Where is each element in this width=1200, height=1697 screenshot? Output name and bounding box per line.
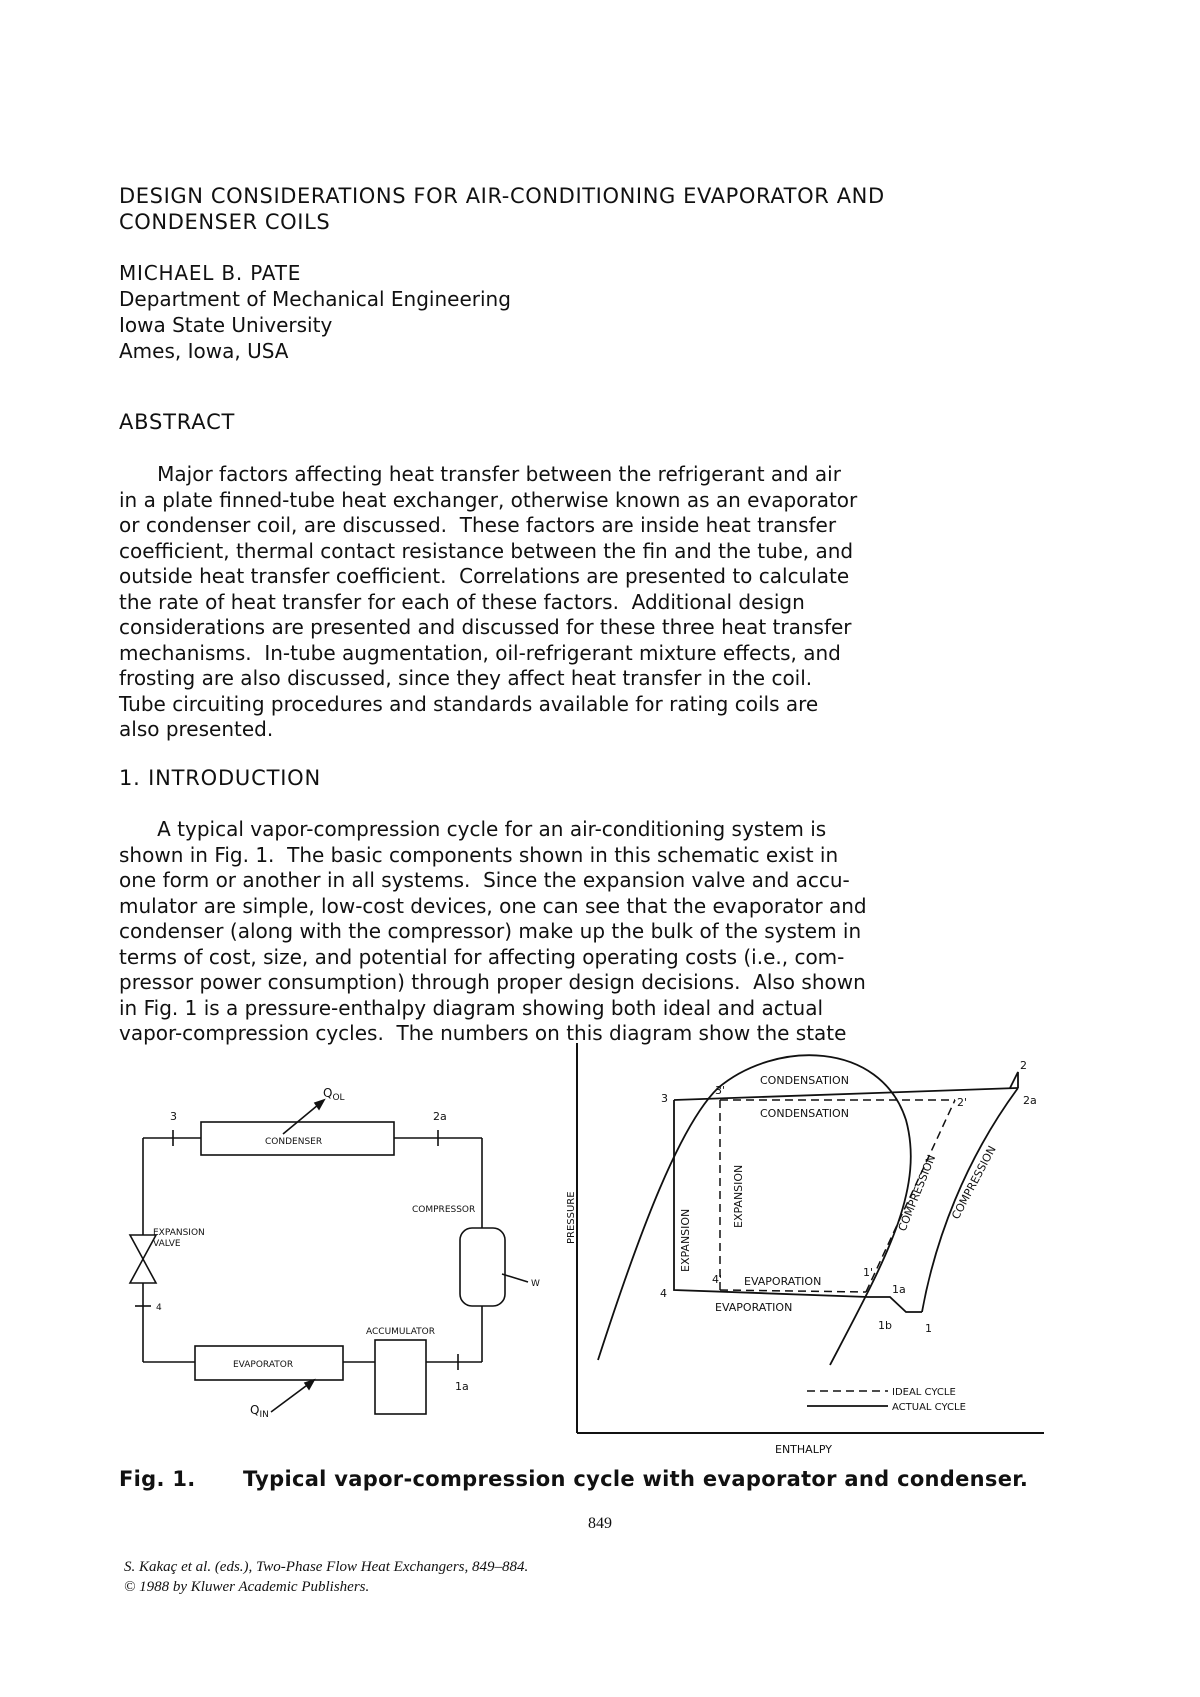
schematic-point-3: 3 (170, 1110, 177, 1123)
accumulator-label: ACCUMULATOR (366, 1327, 436, 1337)
introduction-heading: 1. INTRODUCTION (119, 766, 322, 790)
page-number: 849 (588, 1515, 612, 1532)
abstract-line: considerations are presented and discussed for these three heat transfer (119, 615, 852, 639)
figure-caption-text: Typical vapor-compression cycle with evaporator and condenser. (243, 1467, 1029, 1491)
point-2-spike (1010, 1072, 1018, 1088)
schematic-point-4: 4 (156, 1303, 162, 1313)
expansion-valve-label-1: EXPANSION (153, 1228, 205, 1238)
heat-out-arrowhead (315, 1100, 324, 1109)
title-line-1: DESIGN CONSIDERATIONS FOR AIR-CONDITIONING EVAPORATOR AND (119, 184, 885, 208)
introduction-line: terms of cost, size, and potential for affecting operating costs (i.e., com- (119, 944, 845, 969)
abstract-line: mechanisms. In-tube augmentation, oil-refrigerant mixture effects, and (119, 640, 841, 665)
abstract-heading: ABSTRACT (119, 410, 236, 434)
saturation-dome (598, 1055, 911, 1365)
title-line-2: CONDENSER COILS (119, 210, 331, 234)
introduction-line: in Fig. 1 is a pressure-enthalpy diagram showing both ideal and actual (119, 995, 824, 1020)
introduction-line: A typical vapor-compression cycle for an air-conditioning system is (119, 817, 827, 841)
abstract-line: frosting are also discussed, since they affect heat transfer in the coil. (119, 666, 813, 690)
ph-point-1p: 1' (863, 1266, 874, 1279)
condenser-label: CONDENSER (265, 1137, 323, 1147)
footer-citation (124, 1557, 528, 1597)
author-city: Ames, Iowa, USA (119, 339, 289, 363)
q-out-label: $Q_{OL}$ (323, 1086, 345, 1103)
abstract-line: coefficient, thermal contact resistance between the fin and the tube, and (119, 538, 854, 563)
ph-evaporation-upper: EVAPORATION (744, 1275, 822, 1288)
ph-expansion-right: EXPANSION (732, 1164, 745, 1228)
compressor-body (460, 1228, 505, 1306)
author-name: MICHAEL B. PATE (119, 261, 302, 285)
introduction-line: mulator are simple, low-cost devices, one can see that the evaporator and (119, 893, 867, 918)
ph-point-1: 1 (925, 1322, 932, 1335)
ph-point-2a: 2a (1023, 1094, 1037, 1107)
introduction-line: pressor power consumption) through proper design decisions. Also shown (119, 970, 866, 994)
ph-condensation-upper: CONDENSATION (760, 1074, 849, 1087)
ph-point-4: 4 (660, 1287, 667, 1300)
ph-compression-outer: COMPRESSION (949, 1143, 999, 1222)
evaporator-label: EVAPORATOR (233, 1360, 294, 1370)
ph-point-1a: 1a (892, 1283, 906, 1296)
abstract-line: outside heat transfer coefficient. Correlations are presented to calculate (119, 564, 850, 588)
ph-x-axis-label: ENTHALPY (775, 1443, 832, 1456)
abstract-line: or condenser coil, are discussed. These factors are inside heat transfer (119, 513, 837, 537)
ph-point-3p: 3' (715, 1084, 726, 1097)
compressor-work-arrow (502, 1274, 528, 1282)
author-university: Iowa State University (119, 313, 333, 337)
schematic-point-2a: 2a (433, 1110, 447, 1123)
ph-condensation-lower: CONDENSATION (760, 1107, 849, 1120)
schematic-point-1a: 1a (455, 1380, 469, 1393)
legend-actual-label: ACTUAL CYCLE (892, 1402, 966, 1413)
ph-point-4p: 4' (712, 1273, 723, 1286)
heat-in-arrowhead (305, 1380, 314, 1389)
introduction-line: condenser (along with the compressor) make up the bulk of the system in (119, 919, 862, 943)
figure-caption-label: Fig. 1. (119, 1467, 196, 1491)
introduction-line: vapor-compression cycles. The numbers on this diagram show the state (119, 1021, 847, 1045)
ph-point-2: 2 (1020, 1059, 1027, 1072)
abstract-line: in a plate finned-tube heat exchanger, otherwise known as an evaporator (119, 487, 858, 512)
footer-line-2: © 1988 by Kluwer Academic Publishers. (124, 1579, 370, 1595)
abstract-line: Tube circuiting procedures and standards available for rating coils are (119, 691, 819, 716)
ph-compression-inner: COMPRESSION (895, 1153, 939, 1234)
ph-expansion-left: EXPANSION (679, 1208, 692, 1272)
ph-point-1b: 1b (878, 1319, 892, 1332)
figure-caption (119, 1467, 1028, 1491)
ph-y-axis-label: PRESSURE (566, 1191, 577, 1244)
footer-line-1: S. Kakaç et al. (eds.), Two-Phase Flow Heat Exchangers, 849–884. (124, 1559, 529, 1575)
introduction-line: shown in Fig. 1. The basic components shown in this schematic exist in (119, 842, 839, 867)
abstract-line: Major factors affecting heat transfer between the refrigerant and air (119, 462, 841, 486)
q-in-label: $Q_{IN}$ (250, 1403, 269, 1420)
expansion-valve-label-2: VALVE (153, 1239, 181, 1249)
abstract-line: the rate of heat transfer for each of these factors. Additional design (119, 589, 805, 614)
schematic-work-label: W (531, 1279, 540, 1289)
ph-evaporation-lower: EVAPORATION (715, 1301, 793, 1314)
introduction-line: one form or another in all systems. Since the expansion valve and accu- (119, 868, 850, 892)
author-department: Department of Mechanical Engineering (119, 287, 511, 311)
expansion-valve-bottom (130, 1259, 156, 1283)
abstract-line: also presented. (119, 717, 274, 741)
ph-diagram (577, 1043, 1044, 1433)
ph-point-2p: 2' (957, 1096, 968, 1109)
legend-ideal-label: IDEAL CYCLE (892, 1387, 956, 1398)
ph-point-3: 3 (661, 1092, 668, 1105)
ph-labels (566, 1059, 1037, 1456)
schematic-labels (153, 1086, 540, 1420)
accumulator-box (375, 1340, 426, 1414)
cycle-schematic (130, 1100, 528, 1414)
compressor-label: COMPRESSOR (412, 1205, 476, 1215)
